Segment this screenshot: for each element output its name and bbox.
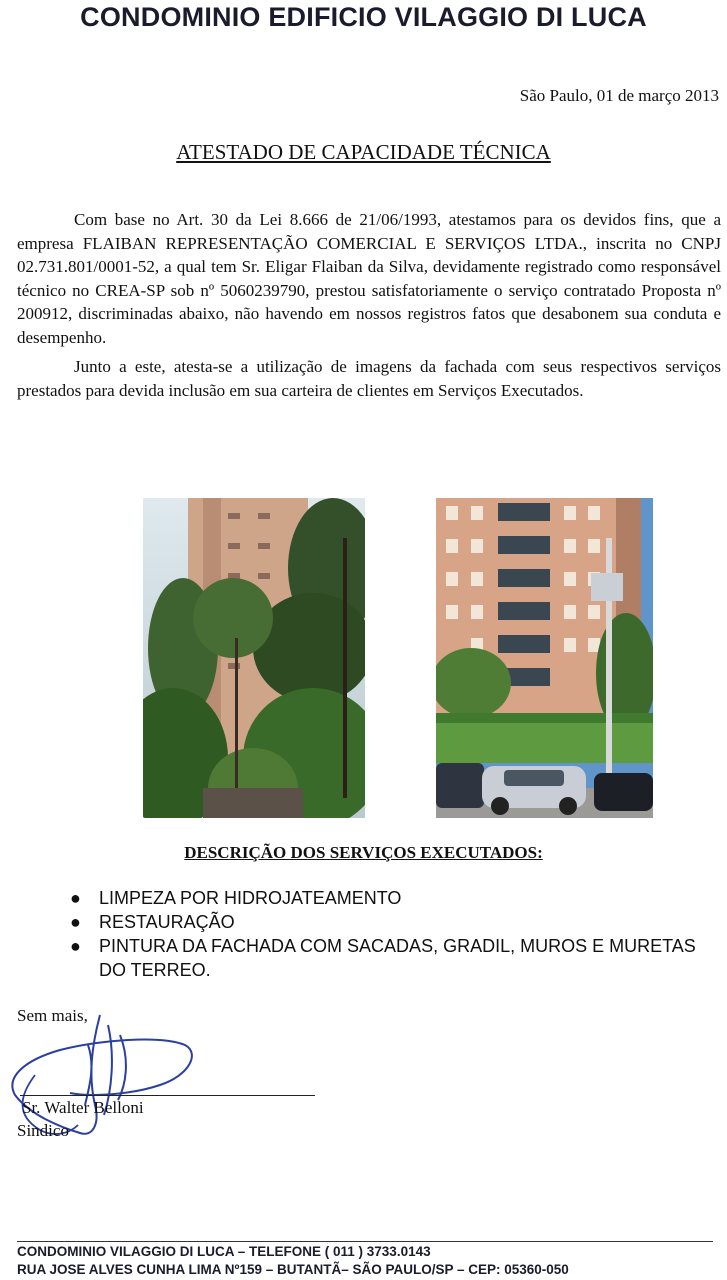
paragraph-1: Com base no Art. 30 da Lei 8.666 de 21/06/1993, atestamos para os devidos fins, que a empresa FLAIBAN REPRESENTAÇÃO COMERCIAL E SERVIÇOS LTDA., inscrita no CNPJ 02.731.801/0001-52, a qual tem Sr. Eligar Flaiban da Silva, devidamente registrado como responsável técnico no CREA-SP sob nº 5060239790, prestou satisfatoriamente o serviço contratado Proposta nº 200912, discriminadas abaixo, não havendo em nossos registros fatos que desabonem sua conduta e desempenho. <box>17 210 721 347</box>
date-line: São Paulo, 01 de março 2013 <box>519 86 719 105</box>
bullet-icon: ● <box>70 888 81 908</box>
services-title: DESCRIÇÃO DOS SERVIÇOS EXECUTADOS: <box>184 843 543 862</box>
bullet-icon: ● <box>70 936 81 956</box>
list-item <box>68 886 708 910</box>
signer-role: Sindico <box>17 1121 69 1140</box>
letterhead-title: CONDOMINIO EDIFICIO VILAGGIO DI LUCA <box>80 2 647 32</box>
body-text <box>17 208 721 402</box>
facade-photo-2 <box>436 498 653 818</box>
list-item <box>68 910 708 934</box>
services-list <box>68 886 708 982</box>
list-item <box>68 934 708 982</box>
footer-divider <box>17 1241 713 1242</box>
list-item-text: LIMPEZA POR HIDROJATEAMENTO <box>99 888 402 908</box>
paragraph-2: Junto a este, atesta-se a utilização de imagens da fachada com seus respectivos serviços prestados para devida inclusão em sua carteira de clientes em Serviços Executados. <box>17 357 721 400</box>
closing-text: Sem mais, <box>17 1006 88 1025</box>
list-item-text: PINTURA DA FACHADA COM SACADAS, GRADIL, MUROS E MURETAS DO TERREO. <box>99 936 696 980</box>
facade-photo-1 <box>143 498 365 818</box>
bullet-icon: ● <box>70 912 81 932</box>
list-item-text: RESTAURAÇÃO <box>99 912 235 932</box>
document-title: ATESTADO DE CAPACIDADE TÉCNICA <box>176 140 551 164</box>
signature-line <box>20 1095 315 1096</box>
footer-line-1: CONDOMINIO VILAGGIO DI LUCA – TELEFONE ( 011 ) 3733.0143 <box>17 1244 431 1259</box>
footer-line-2: RUA JOSE ALVES CUNHA LIMA Nº159 – BUTANTÃ– SÃO PAULO/SP – CEP: 05360-050 <box>17 1262 569 1277</box>
signer-name: Sr. Walter Belloni <box>22 1098 144 1117</box>
